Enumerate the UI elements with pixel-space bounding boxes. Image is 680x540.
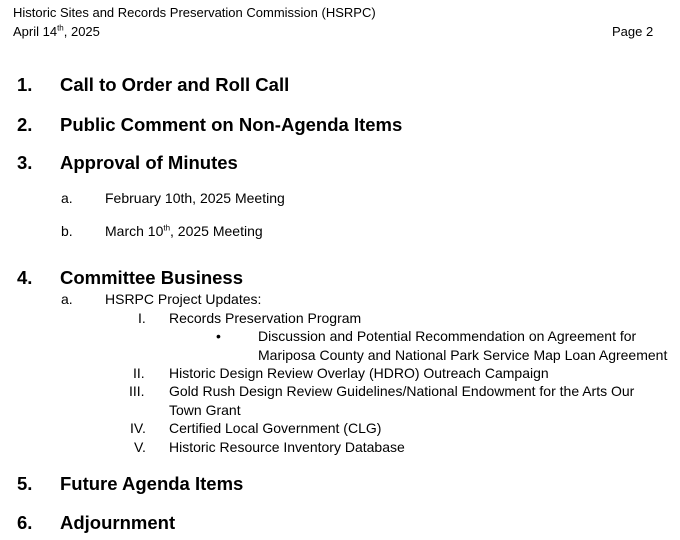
meeting-date: April 14th, 2025	[13, 23, 100, 39]
roman-numeral: I.	[138, 310, 146, 326]
section-title: Committee Business	[60, 267, 243, 288]
page-number: Page 2	[612, 24, 654, 39]
bullet-item-line: Discussion and Potential Recommendation on Agreement for	[258, 328, 637, 344]
roman-numeral: III.	[129, 383, 145, 399]
section-title: Future Agenda Items	[60, 473, 244, 494]
section-number: 3.	[17, 152, 33, 173]
section-title: Adjournment	[60, 512, 176, 533]
minutes-item-label: b.	[61, 223, 73, 239]
section-number: 4.	[17, 267, 33, 288]
section-title: Public Comment on Non-Agenda Items	[60, 114, 403, 135]
bullet-icon: •	[216, 328, 221, 344]
minutes-item: March 10th, 2025 Meeting	[105, 223, 263, 239]
business-item: HSRPC Project Updates:	[105, 291, 262, 307]
project-update-item-continued: Town Grant	[169, 402, 241, 418]
bullet-item-line: Mariposa County and National Park Service Map Loan Agreement	[258, 347, 668, 363]
project-update-item: Gold Rush Design Review Guidelines/National Endowment for the Arts Our	[169, 383, 635, 399]
roman-numeral: II.	[133, 365, 145, 381]
minutes-item: February 10th, 2025 Meeting	[105, 190, 285, 206]
section-title: Call to Order and Roll Call	[60, 74, 290, 95]
section-title: Approval of Minutes	[60, 152, 238, 173]
roman-numeral: IV.	[130, 420, 146, 436]
project-update-item: Historic Design Review Overlay (HDRO) Outreach Campaign	[169, 365, 549, 381]
project-update-item: Certified Local Government (CLG)	[169, 420, 382, 436]
business-item-label: a.	[61, 291, 73, 307]
section-number: 5.	[17, 473, 33, 494]
section-number: 6.	[17, 512, 33, 533]
roman-numeral: V.	[134, 439, 146, 455]
section-number: 2.	[17, 114, 33, 135]
commission-name: Historic Sites and Records Preservation Commission (HSRPC)	[13, 5, 376, 20]
minutes-item-label: a.	[61, 190, 73, 206]
project-update-item: Records Preservation Program	[169, 310, 362, 326]
section-number: 1.	[17, 74, 33, 95]
project-update-item: Historic Resource Inventory Database	[169, 439, 405, 455]
